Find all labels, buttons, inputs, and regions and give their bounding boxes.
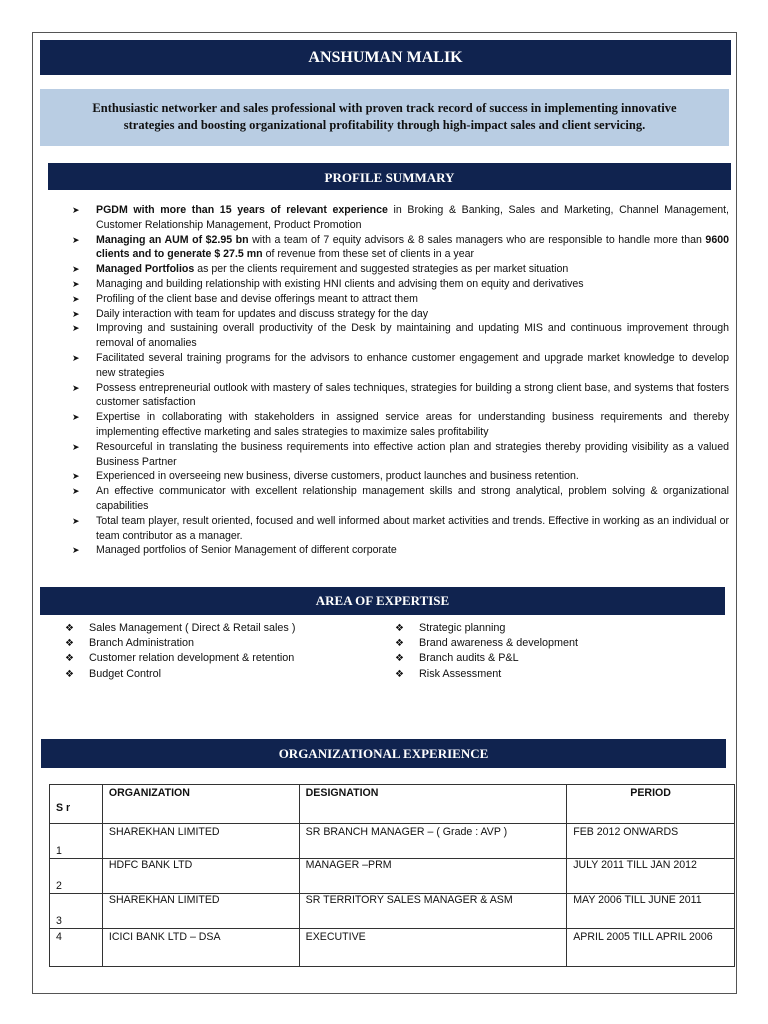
profile-summary-item (72, 321, 729, 351)
diamond-bullet-icon: ❖ (395, 623, 404, 634)
profile-summary-item (72, 440, 729, 470)
row-designation: MANAGER –PRM (299, 859, 567, 894)
item-highlight: PGDM with more than 15 years of relevant experience (96, 204, 388, 216)
item-text: in Broking & Banking, Sales and Marketing, Channel Management, Customer Relationship Management, Product Promotion (96, 204, 729, 231)
item-highlight: Managed Portfolios (96, 263, 195, 276)
expertise-item (65, 667, 385, 682)
expertise-label: Sales Management ( Direct & Retail sales ) (89, 622, 296, 634)
item-text: with a team of 7 equity advisors & 8 sales managers who are responsible to handle more than (248, 233, 706, 246)
arrow-bullet-icon: ➤ (72, 205, 80, 215)
header-period: PERIOD (567, 785, 735, 824)
organizational-experience-heading: ORGANIZATIONAL EXPERIENCE (41, 739, 726, 768)
profile-summary-item (72, 381, 729, 411)
row-designation: SR BRANCH MANAGER – ( Grade : AVP ) (299, 824, 567, 859)
row-period: FEB 2012 ONWARDS (567, 824, 735, 859)
expertise-item (395, 621, 715, 636)
arrow-bullet-icon: ➤ (72, 441, 80, 452)
arrow-bullet-icon: ➤ (72, 234, 80, 245)
expertise-label: Customer relation development & retention (89, 652, 295, 665)
expertise-item (395, 636, 715, 651)
diamond-bullet-icon: ❖ (65, 668, 74, 680)
row-organization: SHAREKHAN LIMITED (102, 894, 299, 929)
item-text: Expertise in collaborating with stakeholders in assigned service areas for understanding business requirements and thereby implementing effective marketing and sales strategies to maximize sales profitability (96, 411, 729, 438)
row-sr: 2 (50, 859, 103, 894)
diamond-bullet-icon: ❖ (395, 653, 404, 665)
profile-summary-item (72, 484, 729, 514)
item-text: as per the clients requirement and suggested strategies as per market situation (194, 263, 569, 276)
header-sr: S r (50, 785, 103, 824)
item-text: Total team player, result oriented, focused and well informed about market activities and trends. Effective in working as an individual or team contributor as a manager. (96, 514, 729, 542)
header-organization: ORGANIZATION (102, 785, 299, 824)
table-row (50, 824, 735, 859)
profile-summary-item (72, 514, 729, 544)
profile-summary-item (72, 307, 729, 322)
table-row (50, 894, 735, 929)
row-organization: SHAREKHAN LIMITED (102, 824, 299, 859)
arrow-bullet-icon: ➤ (72, 308, 80, 319)
item-text: An effective communicator with excellent relationship management skills and strong analytical, problem solving & organizational capabilities (96, 485, 729, 512)
arrow-bullet-icon: ➤ (72, 545, 80, 556)
candidate-name: ANSHUMAN MALIK (40, 40, 731, 75)
row-period: APRIL 2005 TILL APRIL 2006 (567, 929, 735, 967)
expertise-label: Budget Control (89, 667, 162, 680)
row-designation: EXECUTIVE (299, 929, 567, 967)
item-text: Profiling of the client base and devise offerings meant to attract them (96, 292, 418, 305)
row-sr: 1 (50, 824, 103, 859)
expertise-item (395, 651, 715, 666)
profile-summary-item (72, 292, 729, 307)
expertise-item (65, 651, 385, 666)
profile-summary-item (72, 203, 729, 233)
item-text: of revenue from these set of clients in a year (262, 248, 475, 261)
header-designation: DESIGNATION (299, 785, 567, 824)
item-text: Managed portfolios of Senior Management of different corporate (96, 544, 397, 557)
tagline (40, 89, 729, 146)
item-text: Managing and building relationship with existing HNI clients and advising them on equity and derivatives (96, 277, 584, 290)
arrow-bullet-icon: ➤ (72, 515, 80, 526)
table-row (50, 929, 735, 967)
profile-summary-item (72, 277, 729, 292)
item-text: Experienced in overseeing new business, diverse customers, product launches and business retention. (96, 470, 579, 483)
profile-summary-heading: PROFILE SUMMARY (48, 163, 731, 190)
item-text: Daily interaction with team for updates and discuss strategy for the day (96, 307, 429, 320)
profile-summary-item (72, 262, 729, 277)
row-organization: HDFC BANK LTD (102, 859, 299, 894)
expertise-label: Brand awareness & development (419, 637, 579, 650)
expertise-list-right (395, 621, 715, 682)
row-designation: SR TERRITORY SALES MANAGER & ASM (299, 894, 567, 929)
arrow-bullet-icon: ➤ (72, 412, 80, 423)
expertise-label: Branch Administration (89, 637, 195, 650)
arrow-bullet-icon: ➤ (72, 486, 80, 497)
item-highlight: 9600 clients and to generate $ 27.5 mn (96, 233, 729, 261)
tagline-line-2: strategies and boosting organizational profitability through high-impact sales and client servicing. (123, 118, 646, 132)
diamond-bullet-icon: ❖ (65, 653, 74, 665)
arrow-bullet-icon: ➤ (72, 264, 80, 275)
arrow-bullet-icon: ➤ (72, 382, 80, 393)
diamond-bullet-icon: ❖ (65, 623, 74, 634)
expertise-label: Strategic planning (419, 622, 506, 634)
arrow-bullet-icon: ➤ (72, 323, 80, 334)
row-period: JULY 2011 TILL JAN 2012 (567, 859, 735, 894)
tagline-line-1: Enthusiastic networker and sales professional with proven track record of success in implementing innovative (92, 101, 677, 115)
diamond-bullet-icon: ❖ (395, 668, 404, 680)
profile-summary-item (72, 410, 729, 440)
item-text: Facilitated several training programs for the advisors to enhance customer engagement and upgrade market knowledge to develop new strategies (96, 351, 729, 379)
row-sr: 4 (50, 929, 103, 967)
item-highlight: Managing an AUM of $2.95 bn (96, 233, 249, 246)
experience-table (49, 784, 735, 967)
profile-summary-item (72, 469, 729, 484)
expertise-item (65, 621, 385, 636)
diamond-bullet-icon: ❖ (395, 638, 404, 650)
expertise-item (395, 667, 715, 682)
profile-summary-item (72, 351, 729, 381)
table-row (50, 859, 735, 894)
arrow-bullet-icon: ➤ (72, 471, 80, 482)
row-sr: 3 (50, 894, 103, 929)
expertise-list-left (65, 621, 385, 682)
profile-summary-item (72, 233, 729, 263)
profile-summary-item (72, 543, 729, 558)
item-text: Resourceful in translating the business requirements into effective action plan and strategies thereby providing visibility as a valued Business Partner (96, 440, 729, 468)
table-header-row (50, 785, 735, 824)
expertise-label: Branch audits & P&L (419, 652, 519, 665)
row-organization: ICICI BANK LTD – DSA (102, 929, 299, 967)
area-of-expertise-heading: AREA OF EXPERTISE (40, 587, 725, 615)
expertise-item (65, 636, 385, 651)
arrow-bullet-icon: ➤ (72, 278, 80, 289)
expertise-label: Risk Assessment (419, 667, 502, 680)
row-period: MAY 2006 TILL JUNE 2011 (567, 894, 735, 929)
arrow-bullet-icon: ➤ (72, 352, 80, 363)
arrow-bullet-icon: ➤ (72, 293, 80, 304)
item-text: Possess entrepreneurial outlook with mastery of sales techniques, strategies for building a strong client base, and systems that fosters customer satisfaction (96, 381, 729, 409)
item-text: Improving and sustaining overall productivity of the Desk by maintaining and updating MIS and continuous improvement through removal of anomalies (96, 322, 729, 350)
diamond-bullet-icon: ❖ (65, 638, 74, 650)
profile-summary-list (72, 203, 729, 558)
